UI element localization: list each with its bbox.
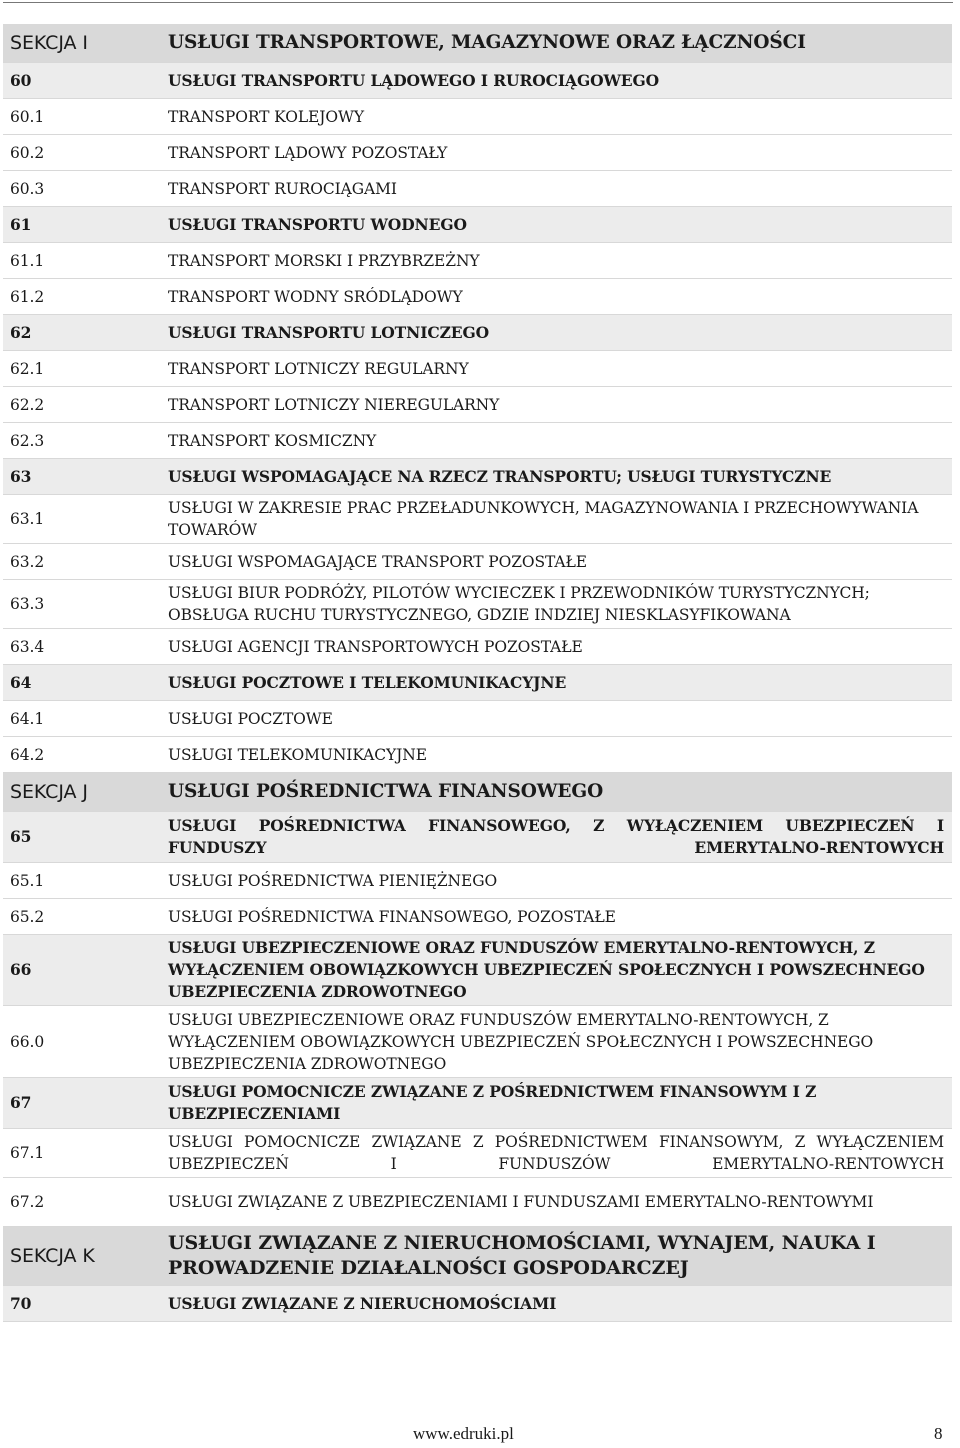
class-row — [3, 629, 952, 665]
class-title: TRANSPORT WODNY SRÓDLĄDOWY — [161, 279, 952, 315]
class-title: TRANSPORT RUROCIĄGAMI — [161, 171, 952, 207]
class-title: USŁUGI POMOCNICZE ZWIĄZANE Z POŚREDNICTWEM FINANSOWYM, Z WYŁĄCZENIEM UBEZPIECZEŃ I FUNDUSZÓW EMERYTALNO-RENTOWYCH — [161, 1129, 952, 1178]
class-row — [3, 351, 952, 387]
class-row — [3, 1178, 952, 1227]
group-code: 64 — [3, 665, 161, 701]
section-row — [3, 24, 952, 63]
class-title: TRANSPORT LOTNICZY NIEREGULARNY — [161, 387, 952, 423]
class-row — [3, 495, 952, 544]
group-row — [3, 63, 952, 99]
class-code: 66.0 — [3, 1006, 161, 1078]
page-number: 8 — [934, 1424, 943, 1443]
group-row — [3, 459, 952, 495]
group-code: 70 — [3, 1286, 161, 1322]
class-code: 62.1 — [3, 351, 161, 387]
group-row — [3, 1286, 952, 1322]
footer-url[interactable]: www.edruki.pl — [413, 1424, 514, 1443]
group-row — [3, 207, 952, 243]
group-title: USŁUGI POŚREDNICTWA FINANSOWEGO, Z WYŁĄCZENIEM UBEZPIECZEŃ I FUNDUSZY EMERYTALNO-RENTOWYCH — [161, 812, 952, 863]
class-code: 67.2 — [3, 1178, 161, 1227]
class-code: 67.1 — [3, 1129, 161, 1178]
class-title: USŁUGI POŚREDNICTWA FINANSOWEGO, POZOSTAŁE — [161, 899, 952, 935]
class-row — [3, 580, 952, 629]
class-row — [3, 863, 952, 899]
class-row — [3, 135, 952, 171]
section-row — [3, 1227, 952, 1286]
class-title: USŁUGI AGENCJI TRANSPORTOWYCH POZOSTAŁE — [161, 629, 952, 665]
class-code: 63.2 — [3, 544, 161, 580]
section-title: USŁUGI TRANSPORTOWE, MAGAZYNOWE ORAZ ŁĄCZNOŚCI — [161, 24, 952, 63]
section-code: SEKCJA K — [3, 1227, 161, 1286]
class-code: 60.1 — [3, 99, 161, 135]
class-code: 63.3 — [3, 580, 161, 629]
class-title: USŁUGI POCZTOWE — [161, 701, 952, 737]
class-code: 63.1 — [3, 495, 161, 544]
class-code: 61.2 — [3, 279, 161, 315]
class-code: 60.2 — [3, 135, 161, 171]
class-row — [3, 737, 952, 773]
section-code: SEKCJA I — [3, 24, 161, 63]
class-title: USŁUGI POŚREDNICTWA PIENIĘŻNEGO — [161, 863, 952, 899]
class-code: 60.3 — [3, 171, 161, 207]
class-code: 62.3 — [3, 423, 161, 459]
section-title: USŁUGI ZWIĄZANE Z NIERUCHOMOŚCIAMI, WYNAJEM, NAUKA I PROWADZENIE DZIAŁALNOŚCI GOSPODARCZEJ — [161, 1227, 952, 1286]
group-code: 62 — [3, 315, 161, 351]
group-code: 61 — [3, 207, 161, 243]
class-title: USŁUGI TELEKOMUNIKACYJNE — [161, 737, 952, 773]
top-rule — [3, 2, 953, 3]
class-code: 65.1 — [3, 863, 161, 899]
group-code: 63 — [3, 459, 161, 495]
class-row — [3, 1006, 952, 1078]
group-title: USŁUGI WSPOMAGAJĄCE NA RZECZ TRANSPORTU; USŁUGI TURYSTYCZNE — [161, 459, 952, 495]
class-title: TRANSPORT KOSMICZNY — [161, 423, 952, 459]
class-row — [3, 387, 952, 423]
group-row — [3, 935, 952, 1006]
group-code: 66 — [3, 935, 161, 1006]
class-row — [3, 701, 952, 737]
class-title: USŁUGI BIUR PODRÓŻY, PILOTÓW WYCIECZEK I PRZEWODNIKÓW TURYSTYCZNYCH; OBSŁUGA RUCHU TURYSTYCZNEGO, GDZIE INDZIEJ NIESKLASYFIKOWANA — [161, 580, 952, 629]
group-row — [3, 1078, 952, 1129]
class-row — [3, 99, 952, 135]
class-title: USŁUGI ZWIĄZANE Z UBEZPIECZENIAMI I FUNDUSZAMI EMERYTALNO-RENTOWYMI — [161, 1178, 952, 1227]
group-title: USŁUGI TRANSPORTU WODNEGO — [161, 207, 952, 243]
class-title: USŁUGI WSPOMAGAJĄCE TRANSPORT POZOSTAŁE — [161, 544, 952, 580]
class-row — [3, 544, 952, 580]
class-title: TRANSPORT KOLEJOWY — [161, 99, 952, 135]
classification-table — [3, 24, 952, 1322]
class-code: 61.1 — [3, 243, 161, 279]
group-row — [3, 665, 952, 701]
class-title: TRANSPORT LĄDOWY POZOSTAŁY — [161, 135, 952, 171]
section-code: SEKCJA J — [3, 773, 161, 812]
group-row — [3, 812, 952, 863]
class-row — [3, 1129, 952, 1178]
class-row — [3, 279, 952, 315]
class-row — [3, 423, 952, 459]
class-row — [3, 243, 952, 279]
section-row — [3, 773, 952, 812]
group-title: USŁUGI UBEZPIECZENIOWE ORAZ FUNDUSZÓW EMERYTALNO-RENTOWYCH, Z WYŁĄCZENIEM OBOWIĄZKOWYCH UBEZPIECZEŃ SPOŁECZNYCH I POWSZECHNEGO UBEZPIECZENIA ZDROWOTNEGO — [161, 935, 952, 1006]
group-code: 60 — [3, 63, 161, 99]
section-title: USŁUGI POŚREDNICTWA FINANSOWEGO — [161, 773, 952, 812]
group-title: USŁUGI POMOCNICZE ZWIĄZANE Z POŚREDNICTWEM FINANSOWYM I Z UBEZPIECZENIAMI — [161, 1078, 952, 1129]
class-row — [3, 899, 952, 935]
group-code: 67 — [3, 1078, 161, 1129]
group-title: USŁUGI POCZTOWE I TELEKOMUNIKACYJNE — [161, 665, 952, 701]
group-code: 65 — [3, 812, 161, 863]
class-code: 62.2 — [3, 387, 161, 423]
group-title: USŁUGI TRANSPORTU LOTNICZEGO — [161, 315, 952, 351]
group-title: USŁUGI TRANSPORTU LĄDOWEGO I RUROCIĄGOWEGO — [161, 63, 952, 99]
class-title: USŁUGI W ZAKRESIE PRAC PRZEŁADUNKOWYCH, MAGAZYNOWANIA I PRZECHOWYWANIA TOWARÓW — [161, 495, 952, 544]
class-code: 63.4 — [3, 629, 161, 665]
class-code: 64.2 — [3, 737, 161, 773]
class-code: 64.1 — [3, 701, 161, 737]
class-title: TRANSPORT LOTNICZY REGULARNY — [161, 351, 952, 387]
class-code: 65.2 — [3, 899, 161, 935]
group-title: USŁUGI ZWIĄZANE Z NIERUCHOMOŚCIAMI — [161, 1286, 952, 1322]
class-title: TRANSPORT MORSKI I PRZYBRZEŻNY — [161, 243, 952, 279]
group-row — [3, 315, 952, 351]
class-row — [3, 171, 952, 207]
class-title: USŁUGI UBEZPIECZENIOWE ORAZ FUNDUSZÓW EMERYTALNO-RENTOWYCH, Z WYŁĄCZENIEM OBOWIĄZKOWYCH UBEZPIECZEŃ SPOŁECZNYCH I POWSZECHNEGO UBEZPIECZENIA ZDROWOTNEGO — [161, 1006, 952, 1078]
